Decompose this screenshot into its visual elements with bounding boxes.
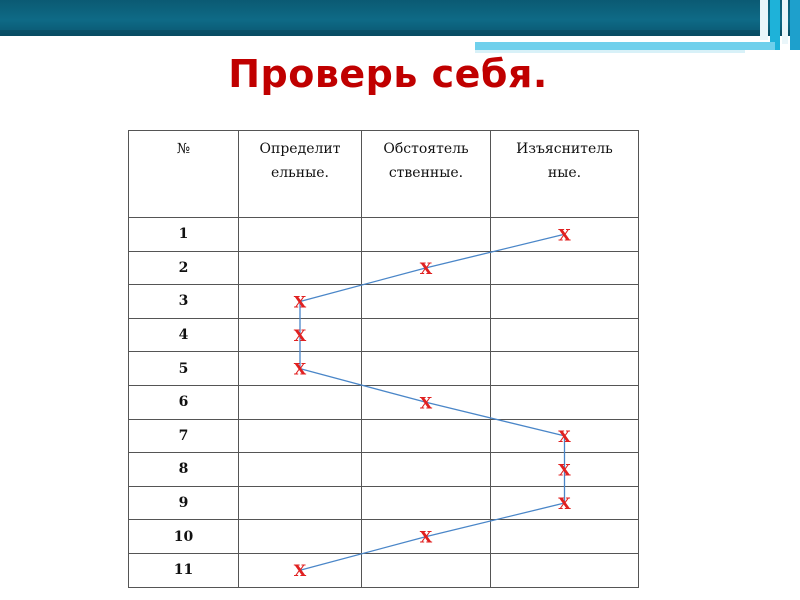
header-attributive: Определит ельные. [239,131,362,218]
answer-mark: X [558,426,571,446]
answer-cell [491,520,639,554]
decor-stripe [760,0,768,40]
row-number: 9 [129,486,239,520]
table-row [129,285,639,319]
answer-cell [239,318,362,352]
row-number: 7 [129,419,239,453]
answer-mark: X [293,292,307,312]
decor-stripe [782,0,788,44]
answer-cell [239,453,362,487]
answer-mark: X [419,527,433,547]
row-number: 4 [129,318,239,352]
answer-cell [491,486,639,520]
answer-cell [362,352,491,386]
table-row [129,218,639,252]
row-number: 6 [129,385,239,419]
answer-cell [239,553,362,587]
answer-mark: X [558,460,571,480]
answer-table [128,130,639,588]
table-header-row [129,131,639,218]
table-row [129,385,639,419]
answer-cell [491,285,639,319]
row-number: 8 [129,453,239,487]
answer-cell [491,385,639,419]
row-number: 2 [129,251,239,285]
table-row [129,486,639,520]
decor-stripe [0,36,470,40]
answer-cell [239,419,362,453]
answer-mark: X [293,359,307,379]
table-row [129,318,639,352]
answer-cell [239,486,362,520]
row-number: 5 [129,352,239,386]
answer-cell [362,520,491,554]
table-row [129,453,639,487]
header-explanatory: Изъяснитель ные. [491,131,639,218]
answer-mark: X [293,561,307,581]
answer-cell [362,385,491,419]
decor-stripe [475,42,775,50]
answer-cell [239,251,362,285]
answer-cell [491,453,639,487]
table-row [129,520,639,554]
answer-cell [491,251,639,285]
answer-mark: X [293,326,307,346]
table-row [129,553,639,587]
answer-cell [491,352,639,386]
answer-cell [491,419,639,453]
answer-cell [239,520,362,554]
decor-stripe [790,0,800,50]
table-row [129,352,639,386]
table-row [129,419,639,453]
page-title: Проверь себя. [228,52,548,96]
answer-cell [491,318,639,352]
answer-cell [362,419,491,453]
header-adverbial: Обстоятель ственные. [362,131,491,218]
answer-cell [362,486,491,520]
answer-cell [362,218,491,252]
answer-cell [239,218,362,252]
row-number: 3 [129,285,239,319]
answer-cell [491,218,639,252]
answer-cell [362,285,491,319]
answer-mark: X [419,393,433,413]
row-number: 11 [129,553,239,587]
answer-mark: X [419,258,433,278]
row-number: 10 [129,520,239,554]
answer-cell [362,553,491,587]
answer-cell [362,453,491,487]
table-row [129,251,639,285]
row-number: 1 [129,218,239,252]
answer-cell [239,285,362,319]
answer-cell [362,251,491,285]
answer-cell [362,318,491,352]
answer-cell [239,352,362,386]
answer-mark: X [558,494,571,514]
answer-cell [239,385,362,419]
header-number: № [129,131,239,218]
answer-cell [491,553,639,587]
answer-mark: X [558,225,571,245]
